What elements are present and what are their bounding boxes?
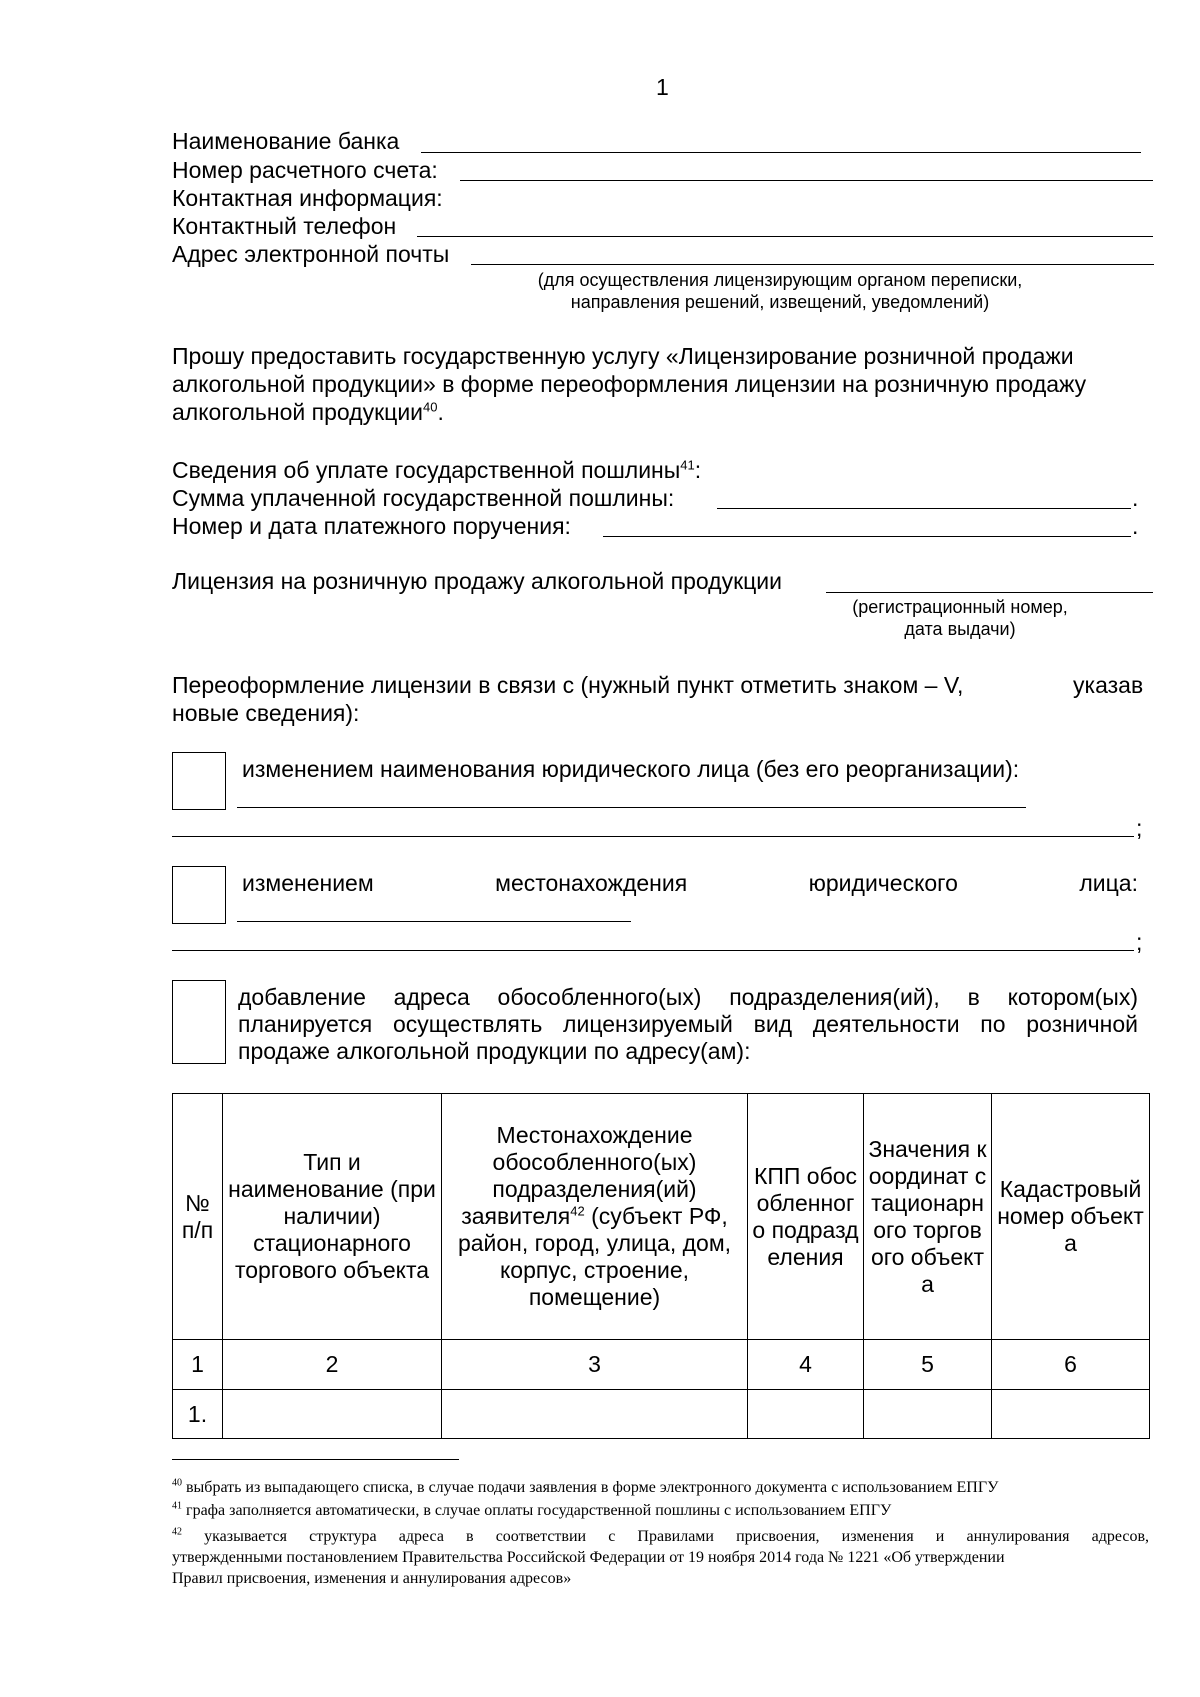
fee-sum-field[interactable]	[717, 508, 1131, 509]
footnote-ref-40: 40	[423, 399, 438, 415]
table-header-object-type: Тип и наименование (при наличии) стационарного торгового объекта	[223, 1094, 442, 1340]
phone-label: Контактный телефон	[172, 213, 397, 239]
license-label: Лицензия на розничную продажу алкогольной продукции	[172, 568, 783, 594]
fee-sum-label: Сумма уплаченной государственной пошлины:	[172, 485, 675, 511]
table-col-number: 5	[864, 1340, 992, 1390]
request-line-1: Прошу предоставить государственную услугу «Лицензирование розничной продажи	[172, 343, 1074, 369]
table-header-cadastral: Кадастровый номер объекта	[992, 1094, 1150, 1340]
footnote-ref-41: 41	[680, 457, 695, 473]
table-header-number: № п/п	[173, 1094, 223, 1340]
account-number-field[interactable]	[460, 180, 1153, 181]
fee-header: Сведения об уплате государственной пошлины$^{41}$:	[172, 457, 702, 483]
account-number-label: Номер расчетного счета:	[172, 157, 438, 183]
footnote-41: $^{41}$ графа заполняется автоматически, в случае оплаты государственной пошлины с использованием ЕПГУ	[172, 1500, 892, 1519]
option-add-address-label: добавление адреса обособленного(ых) подразделения(ий), в котором(ых) планируется осуществлять лицензируемый вид деятельности по розничной продаже алкогольной продукции по адресу(ам):	[238, 984, 1138, 1064]
footnote-40: $^{40}$ выбрать из выпадающего списка, в случае подачи заявления в форме электронного документа с использованием ЕПГУ	[172, 1477, 999, 1496]
footnote-42: $^{42}$ указывается структура адреса в соответствии с Правилами присвоения, изменения и аннулирования адресов, утвержденными постановлением Правительства Российской Федерации от 19 ноября 2014 года № 1221 «Об утверждении Правил присвоения, изменения и аннулирования адресов»	[172, 1526, 1150, 1587]
table-header-coordinates: Значения координат стационарного торгового объекта	[864, 1094, 992, 1340]
bank-name-field[interactable]	[421, 152, 1141, 153]
footnote-ref-42: 42	[570, 1203, 585, 1219]
table-cell-coordinates[interactable]	[864, 1390, 992, 1439]
payment-order-field[interactable]	[603, 536, 1131, 537]
option-name-change-field-2[interactable]	[172, 836, 1134, 837]
table-col-number: 2	[223, 1340, 442, 1390]
option-name-change-semicolon: ;	[1136, 815, 1143, 841]
reissue-intro-line-1: Переоформление лицензии в связи с (нужный пункт отметить знаком – V,	[172, 672, 964, 698]
option-location-change-field-1[interactable]	[237, 921, 631, 922]
contact-info-label: Контактная информация:	[172, 185, 443, 211]
table-header-location: Местонахождение обособленного(ых) подразделения(ий) заявителя$^{42}$ (субъект РФ, район, город, улица, дом, корпус, строение, помещение)	[442, 1094, 748, 1340]
table-col-number: 4	[748, 1340, 864, 1390]
footnote-separator	[172, 1459, 459, 1460]
request-line-2: алкогольной продукции» в форме переоформления лицензии на розничную продажу	[172, 371, 1087, 397]
table-row-number: 1.	[173, 1390, 223, 1439]
subdivision-address-table	[172, 1093, 1150, 1439]
license-field[interactable]	[826, 592, 1153, 593]
option-location-change-field-2[interactable]	[172, 950, 1134, 951]
option-name-change-label: изменением наименования юридического лица (без его реорганизации):	[242, 756, 1020, 782]
email-label: Адрес электронной почты	[172, 241, 450, 267]
table-col-number: 1	[173, 1340, 223, 1390]
table-header-kpp: КПП обособленного подразделения	[748, 1094, 864, 1340]
table-cell-cadastral[interactable]	[992, 1390, 1150, 1439]
phone-field[interactable]	[417, 236, 1153, 237]
table-cell-location[interactable]	[442, 1390, 748, 1439]
bank-name-label: Наименование банка	[172, 128, 400, 154]
table-col-number: 6	[992, 1340, 1150, 1390]
table-col-number: 3	[442, 1340, 748, 1390]
option-location-change-label: изменением местонахождения юридического лица:	[242, 870, 1138, 896]
page-number: 1	[656, 74, 669, 100]
option-name-change-checkbox[interactable]	[172, 752, 226, 810]
option-name-change-field-1[interactable]	[237, 807, 1026, 808]
request-line-3: алкогольной продукции$^{40}$.	[172, 399, 444, 425]
option-location-change-semicolon: ;	[1136, 929, 1143, 955]
option-add-address-checkbox[interactable]	[172, 980, 226, 1064]
email-note: (для осуществления лицензирующим органом переписки, направления решений, извещений, уведомлений)	[537, 270, 1023, 312]
table-cell-kpp[interactable]	[748, 1390, 864, 1439]
option-location-change-checkbox[interactable]	[172, 866, 226, 924]
payment-order-label: Номер и дата платежного поручения:	[172, 513, 571, 539]
reissue-intro-line-2: новые сведения):	[172, 700, 360, 726]
email-field[interactable]	[471, 264, 1154, 265]
payment-order-end: .	[1132, 513, 1139, 539]
fee-sum-end: .	[1132, 485, 1139, 511]
license-note: (регистрационный номер, дата выдачи)	[852, 597, 1068, 639]
reissue-intro-word: указав	[1073, 672, 1144, 698]
table-cell-object-type[interactable]	[223, 1390, 442, 1439]
